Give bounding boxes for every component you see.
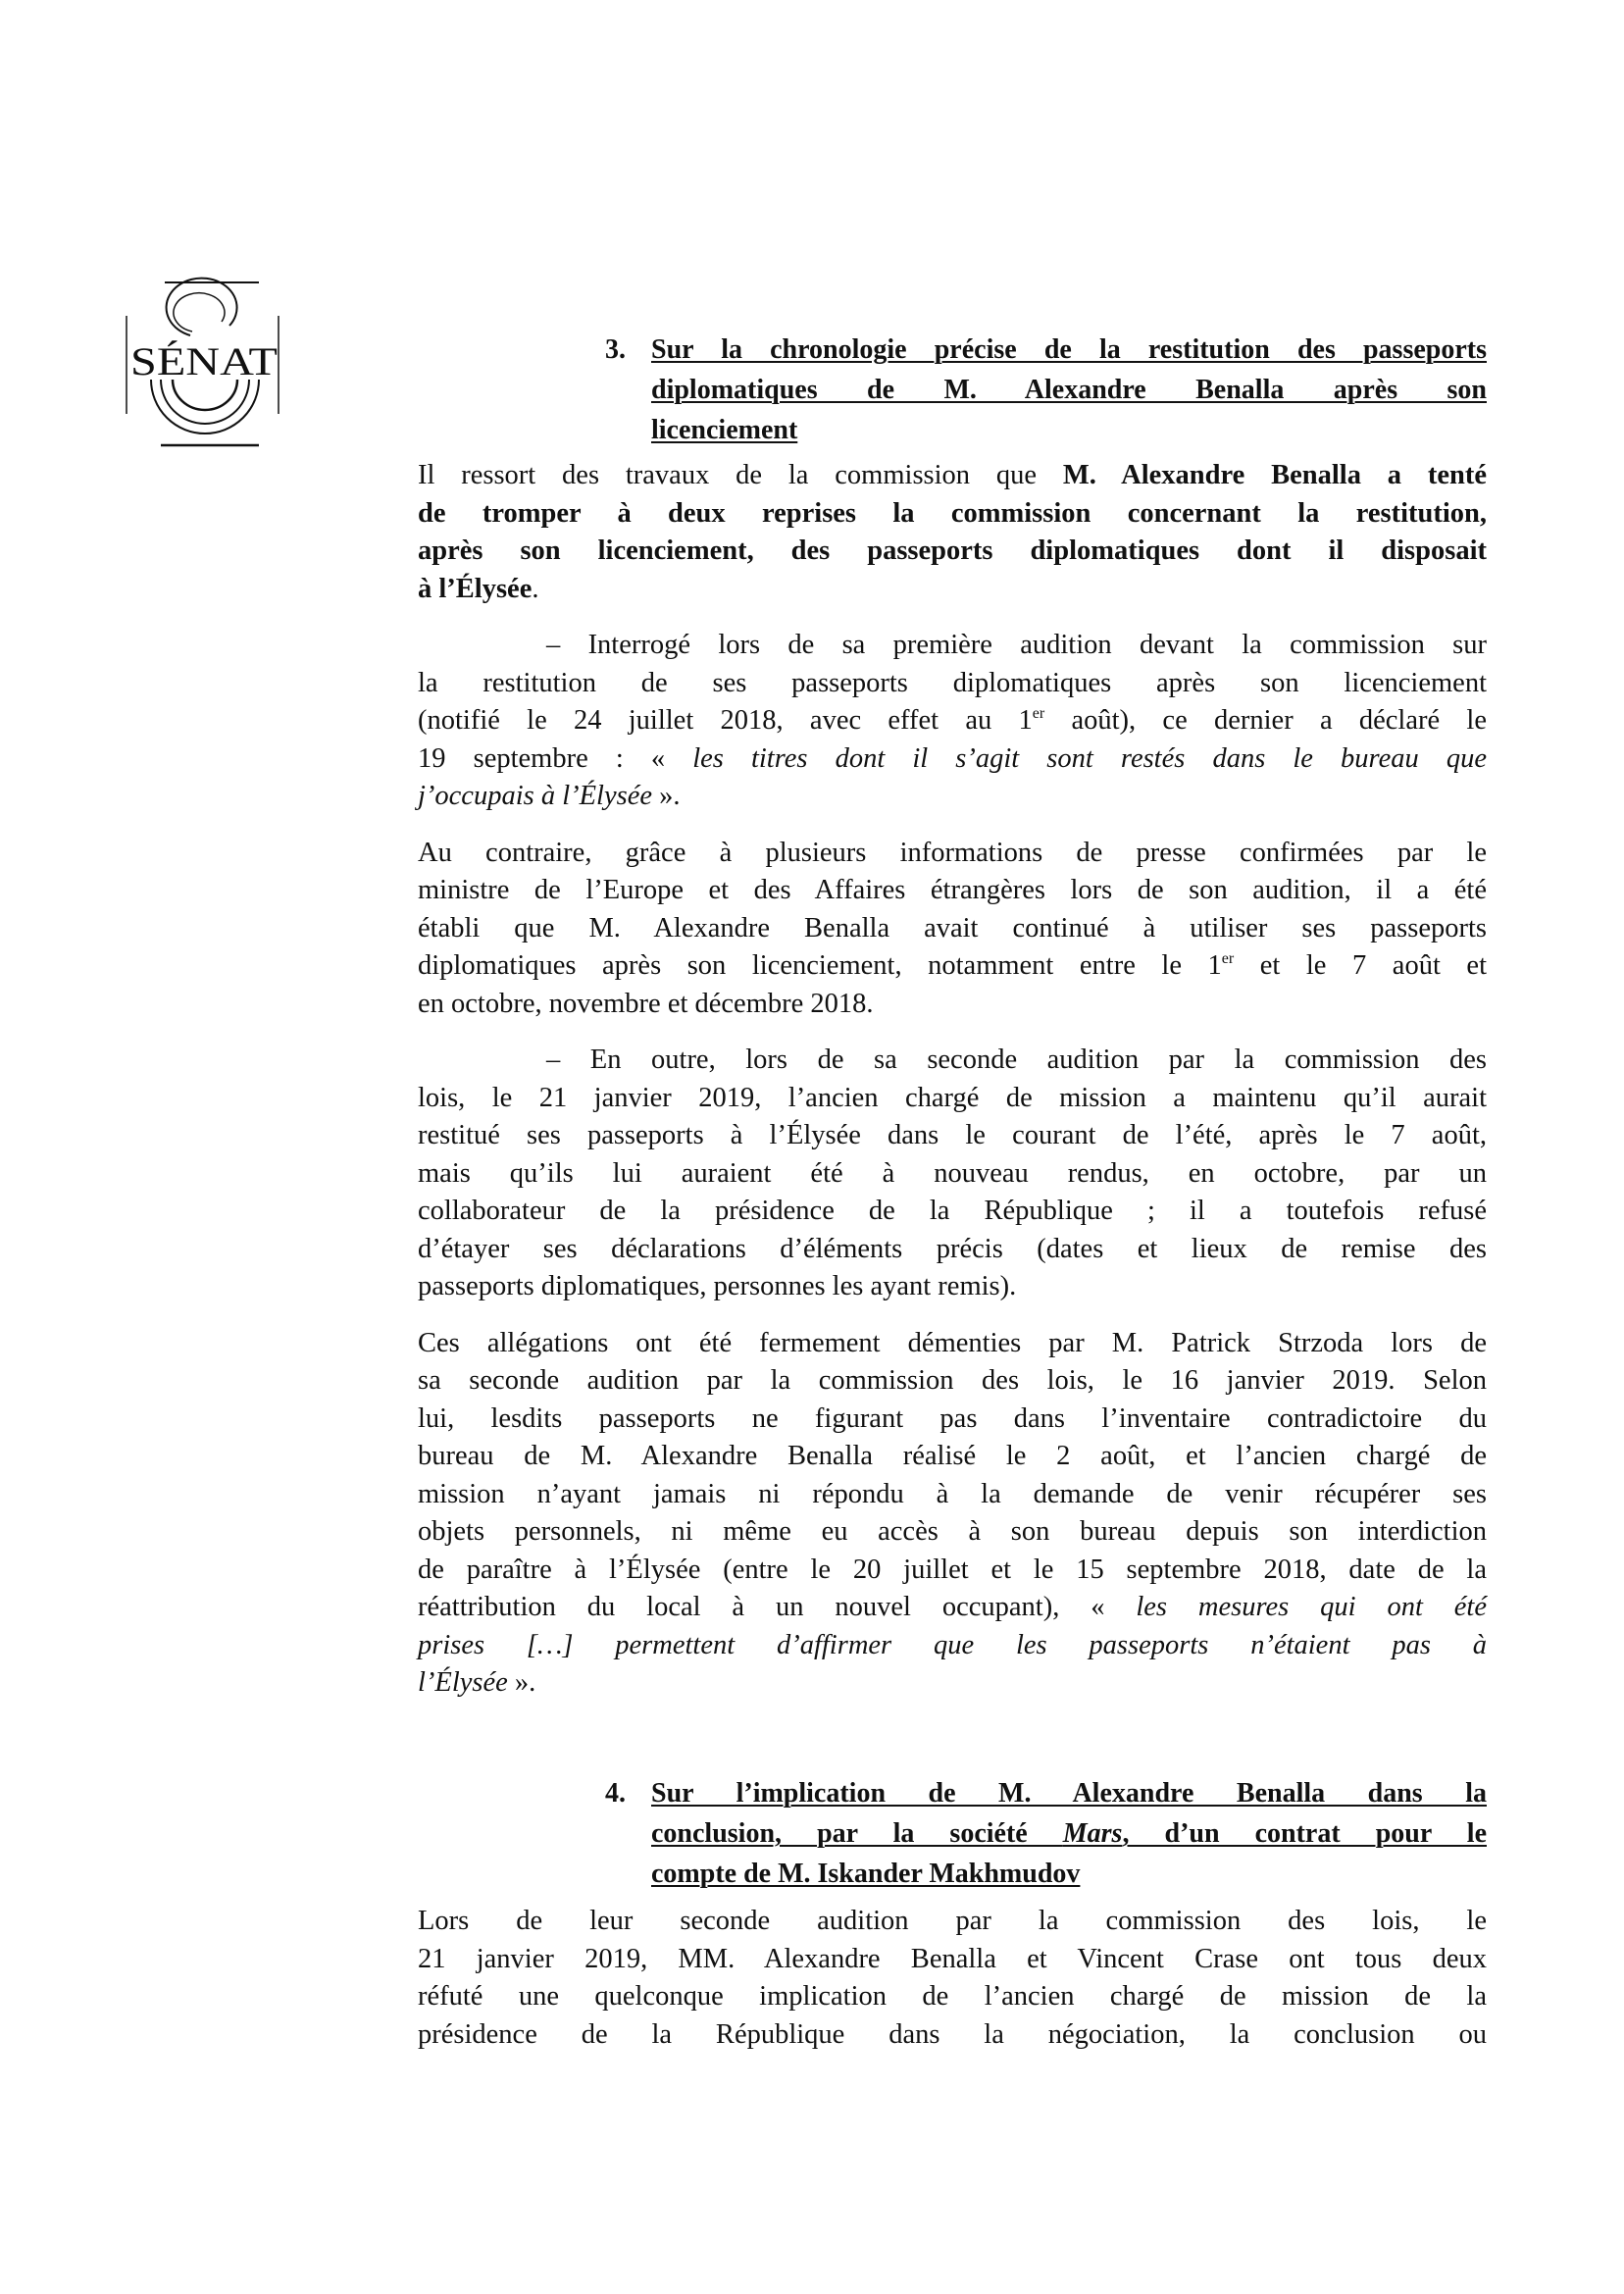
- text-line: [418, 1401, 1487, 1439]
- text-line: [418, 1438, 1487, 1476]
- section-3-heading: [605, 330, 1488, 450]
- text-run: ministre de l’Europe et des Affaires étrangères lors de son audition, il a été: [418, 875, 1487, 905]
- text-line: [418, 947, 1487, 986]
- text-line: [418, 2016, 1487, 2055]
- text-line: [418, 910, 1487, 948]
- text-run: Ces allégations ont été fermement démenties par M. Patrick Strzoda lors de: [418, 1327, 1487, 1358]
- text-line: [418, 1042, 1487, 1080]
- text-line: [418, 1080, 1487, 1118]
- text-run: la restitution de ses passeports diplomatiques après son licenciement: [418, 667, 1487, 698]
- section-3-body: [418, 457, 1487, 1703]
- text-run: – En outre, lors de sa seconde audition par la commission des: [546, 1045, 1487, 1075]
- text-run: de tromper à deux reprises la commission concernant la restitution,: [418, 497, 1487, 529]
- text-line: [418, 1155, 1487, 1194]
- text-run: j’occupais à l’Élysée: [418, 781, 652, 811]
- text-line: [418, 1552, 1487, 1590]
- paragraph: [418, 457, 1487, 608]
- text-line: [418, 872, 1487, 910]
- text-line: [651, 1813, 1487, 1854]
- text-run: Mars: [1062, 1818, 1123, 1849]
- text-run: lui, lesdits passeports ne figurant pas dans l’inventaire contradictoire du: [418, 1402, 1487, 1434]
- text-run: prises […] permettent d’affirmer que les passeports n’étaient pas à: [418, 1629, 1487, 1660]
- text-line: [418, 778, 1487, 816]
- text-run: collaborateur de la présidence de la République ; il a toutefois refusé: [418, 1196, 1487, 1226]
- text-line: [418, 1513, 1487, 1552]
- text-line: [418, 533, 1487, 571]
- text-run: compte de M. Iskander Makhmudov: [651, 1859, 1081, 1889]
- text-line: [418, 702, 1487, 740]
- text-line: [418, 571, 1487, 609]
- text-run: de paraître à l’Élysée (entre le 20 juillet et le 15 septembre 2018, date de la: [418, 1554, 1487, 1585]
- text-line: [418, 835, 1487, 873]
- text-line: [651, 1854, 1487, 1894]
- text-line: Sur la chronologie précise de la restitution des passeports: [651, 334, 1487, 365]
- text-run: réattribution du local à un nouvel occupant), «: [418, 1592, 1137, 1622]
- section-4-body: [418, 1903, 1487, 2054]
- text-line: [418, 1231, 1487, 1269]
- text-run: objets personnels, ni même eu accès à son bureau depuis son interdiction: [418, 1516, 1487, 1547]
- text-line: [651, 1773, 1487, 1813]
- text-line: [418, 1193, 1487, 1231]
- section-number: 4.: [605, 1778, 626, 1809]
- text-run: lois, le 21 janvier 2019, l’ancien chargé de mission a maintenu qu’il aurait: [418, 1082, 1487, 1113]
- text-run: les titres dont il s’agit sont restés dans le bureau que: [692, 742, 1487, 774]
- text-line: [418, 1268, 1487, 1306]
- paragraph: [418, 1325, 1487, 1703]
- text-line: [418, 457, 1487, 495]
- text-run: M. Alexandre Benalla a tenté: [1062, 460, 1487, 490]
- paragraph: [418, 835, 1487, 1024]
- text-run: les mesures qui ont été: [1136, 1592, 1487, 1622]
- paragraph: [418, 627, 1487, 816]
- text-line: [418, 665, 1487, 703]
- text-line: diplomatiques de M. Alexandre Benalla après son: [651, 375, 1487, 405]
- text-line: [418, 1664, 1487, 1703]
- text-line: licenciement: [651, 415, 798, 445]
- superscript: er: [1221, 950, 1235, 967]
- text-run: Au contraire, grâce à plusieurs informations de presse confirmées par le: [418, 837, 1487, 868]
- text-line: [418, 627, 1487, 665]
- text-run: l’Élysée: [418, 1667, 508, 1698]
- text-run: sa seconde audition par la commission des lois, le 16 janvier 2019. Selon: [418, 1365, 1487, 1396]
- text-run: restitué ses passeports à l’Élysée dans le courant de l’été, après le 7 août,: [418, 1120, 1487, 1150]
- text-run: 21 janvier 2019, MM. Alexandre Benalla et Vincent Crase ont tous deux: [418, 1943, 1487, 1974]
- text-run: ».: [507, 1667, 536, 1698]
- text-line: [418, 1362, 1487, 1401]
- text-line: [418, 1903, 1487, 1941]
- text-run: .: [532, 573, 539, 604]
- text-line: [418, 986, 1487, 1024]
- text-run: conclusion, par la société: [651, 1818, 1063, 1849]
- text-run: d’étayer ses déclarations d’éléments précis (dates et lieux de remise des: [418, 1233, 1487, 1264]
- section-number: 3.: [605, 334, 626, 365]
- text-run: passeports diplomatiques, personnes les ayant remis).: [418, 1271, 1017, 1301]
- senat-logo: [122, 277, 288, 451]
- text-run: présidence de la République dans la négociation, la conclusion ou: [418, 2018, 1487, 2050]
- logo-text: SÉNAT: [130, 339, 278, 383]
- paragraph: [418, 1042, 1487, 1306]
- section-4-heading: [605, 1773, 1488, 1894]
- text-line: [418, 495, 1487, 534]
- text-run: Sur l’implication de M. Alexandre Benalla dans la: [651, 1778, 1487, 1809]
- text-line: [418, 1978, 1487, 2016]
- text-run: mission n’ayant jamais ni répondu à la demande de venir récupérer ses: [418, 1478, 1487, 1509]
- text-line: [418, 1325, 1487, 1363]
- text-run: en octobre, novembre et décembre 2018.: [418, 988, 874, 1019]
- text-run: établi que M. Alexandre Benalla avait continué à utiliser ses passeports: [418, 912, 1487, 943]
- text-run: août), ce dernier a déclaré le: [1044, 705, 1487, 736]
- text-run: réfuté une quelconque implication de l’ancien chargé de mission de la: [418, 1981, 1487, 2012]
- text-run: diplomatiques après son licenciement, notamment entre le 1: [418, 950, 1222, 981]
- text-line: [418, 1627, 1487, 1665]
- text-line: [418, 1941, 1487, 1979]
- text-run: après son licenciement, des passeports diplomatiques dont il disposait: [418, 535, 1487, 566]
- superscript: er: [1032, 705, 1045, 722]
- text-run: (notifié le 24 juillet 2018, avec effet au 1: [418, 705, 1033, 736]
- text-run: Lors de leur seconde audition par la commission des lois, le: [418, 1906, 1487, 1936]
- text-line: [418, 740, 1487, 779]
- text-run: ».: [652, 781, 681, 811]
- text-run: à l’Élysée: [418, 573, 533, 604]
- text-run: mais qu’ils lui auraient été à nouveau rendus, en octobre, par un: [418, 1157, 1487, 1189]
- text-run: – Interrogé lors de sa première audition devant la commission sur: [546, 630, 1487, 660]
- text-run: et le 7 août et: [1234, 950, 1487, 981]
- text-run: Il ressort des travaux de la commission que: [418, 460, 1063, 490]
- text-run: bureau de M. Alexandre Benalla réalisé le 2 août, et l’ancien chargé de: [418, 1441, 1487, 1471]
- text-line: [418, 1476, 1487, 1514]
- text-run: , d’un contrat pour le: [1122, 1818, 1487, 1849]
- text-line: [418, 1589, 1487, 1627]
- paragraph: [418, 1903, 1487, 2054]
- text-line: [418, 1117, 1487, 1155]
- text-run: 19 septembre : «: [418, 742, 693, 774]
